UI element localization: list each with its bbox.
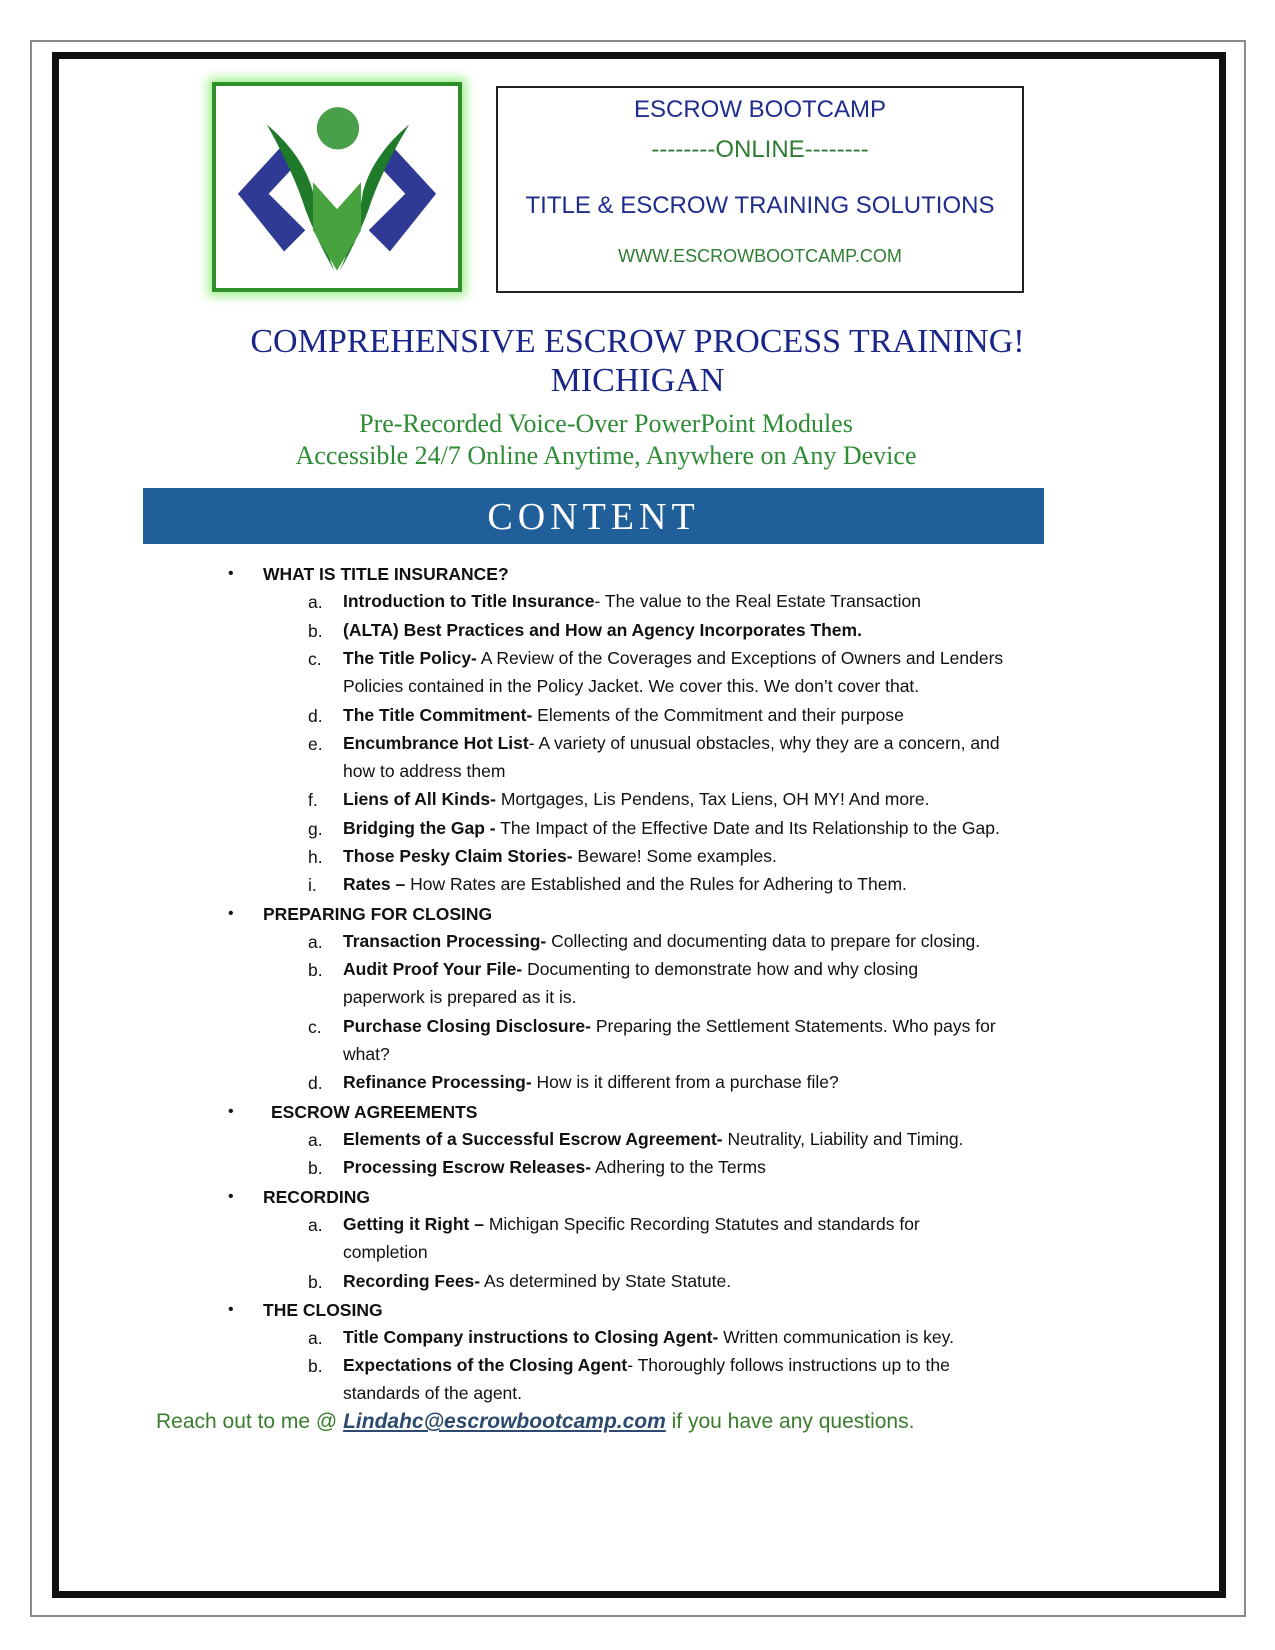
list-item <box>343 701 1063 729</box>
item-title: Bridging the Gap - <box>343 817 496 838</box>
item-description: Collecting and documenting data to prepare for closing. <box>546 930 981 951</box>
item-description: Policies contained in the Policy Jacket. We cover this. We don’t cover that. <box>343 675 920 696</box>
item-title: The Title Commitment- <box>343 704 533 725</box>
list-item <box>343 842 1063 870</box>
subtitle-line-1: Pre-Recorded Voice-Over PowerPoint Modules <box>359 409 853 438</box>
header-info-box <box>496 86 1024 293</box>
item-title: Those Pesky Claim Stories- <box>343 846 573 866</box>
item-description: standards of the agent. <box>343 1383 523 1404</box>
contact-footer <box>156 1410 914 1434</box>
item-letter: a. <box>308 1328 323 1349</box>
item-letter: a. <box>308 1130 323 1150</box>
item-letter: d. <box>308 705 323 726</box>
page-title-state: MICHIGAN <box>550 362 725 399</box>
item-description: As determined by State Statute. <box>480 1270 732 1291</box>
item-title: Refinance Processing- <box>343 1072 532 1093</box>
item-description: The Impact of the Effective Date and Its Relationship to the Gap. <box>495 817 1000 838</box>
item-description: - A variety of unusual obstacles, why they are a concern, and <box>528 732 1000 753</box>
item-description: How Rates are Established and the Rules for Adhering to Them. <box>405 874 907 895</box>
item-title: Rates – <box>343 874 406 895</box>
item-letter: h. <box>308 847 323 867</box>
list-item <box>343 1351 1063 1407</box>
item-title: Encumbrance Hot List <box>343 732 529 753</box>
item-description: A Review of the Coverages and Exceptions of Owners and Lenders <box>476 647 1004 668</box>
item-title: Elements of a Successful Escrow Agreement- <box>343 1129 723 1149</box>
item-description: completion <box>343 1241 428 1262</box>
bullet-icon: • <box>228 1187 234 1205</box>
item-title: Audit Proof Your File- <box>343 959 523 980</box>
item-title: The Title Policy- <box>343 647 477 668</box>
item-title: (ALTA) Best Practices and How an Agency Incorporates Them. <box>343 619 862 640</box>
item-description: Documenting to demonstrate how and why closing <box>522 959 919 980</box>
email-link[interactable]: Lindahc@escrowbootcamp.com <box>343 1410 666 1433</box>
item-description: Michigan Specific Recording Statutes and standards for <box>483 1213 920 1234</box>
page-title: COMPREHENSIVE ESCROW PROCESS TRAINING! <box>250 323 1025 360</box>
item-description: what? <box>343 1043 390 1064</box>
logo-figure-icon <box>216 86 458 288</box>
list-item <box>343 644 1063 700</box>
section-heading: RECORDING <box>263 1186 370 1207</box>
list-item <box>343 927 1063 955</box>
header-tagline: TITLE & ESCROW TRAINING SOLUTIONS <box>525 192 995 219</box>
item-title: Expectations of the Closing Agent <box>343 1355 628 1376</box>
bullet-icon: • <box>228 1300 234 1318</box>
list-item <box>343 1125 1063 1153</box>
subtitle-line-2: Accessible 24/7 Online Anytime, Anywhere on Any Device <box>295 441 917 470</box>
list-item <box>343 870 1063 898</box>
footer-suffix: if you have any questions. <box>665 1410 915 1433</box>
list-item <box>343 1267 1063 1295</box>
item-description: paperwork is prepared as it is. <box>343 987 577 1008</box>
content-heading-bar: CONTENT <box>143 488 1044 544</box>
item-letter: b. <box>308 1158 323 1179</box>
list-item <box>343 1323 1063 1351</box>
item-description: Preparing the Settlement Statements. Who pays for <box>591 1015 996 1036</box>
item-description: Neutrality, Liability and Timing. <box>722 1129 964 1149</box>
bullet-icon: • <box>228 565 234 582</box>
item-title: Purchase Closing Disclosure- <box>343 1015 591 1036</box>
item-description: - The value to the Real Estate Transaction <box>594 591 922 612</box>
list-item <box>343 1153 1063 1181</box>
list-item <box>343 1068 1063 1096</box>
list-item <box>343 616 1063 644</box>
item-letter: a. <box>308 592 323 613</box>
item-letter: b. <box>308 960 323 981</box>
item-letter: e. <box>308 733 323 754</box>
section-heading: ESCROW AGREEMENTS <box>271 1101 478 1122</box>
item-description: Written communication is key. <box>718 1327 954 1348</box>
list-item <box>343 955 1063 1011</box>
item-letter: a. <box>308 931 323 952</box>
item-letter: c. <box>308 1016 322 1037</box>
list-item <box>343 785 1063 813</box>
section-heading: WHAT IS TITLE INSURANCE? <box>263 564 509 584</box>
list-item <box>343 729 1063 785</box>
item-letter: a. <box>308 1214 323 1235</box>
header-online: --------ONLINE-------- <box>651 136 869 163</box>
item-letter: d. <box>308 1073 323 1094</box>
section-heading: PREPARING FOR CLOSING <box>263 903 493 924</box>
list-item <box>343 1012 1063 1068</box>
item-title: Liens of All Kinds- <box>343 789 496 810</box>
list-item <box>343 587 1063 615</box>
item-description: Elements of the Commitment and their purpose <box>532 704 904 725</box>
item-description: Beware! Some examples. <box>572 846 777 866</box>
item-letter: i. <box>308 875 317 896</box>
item-letter: f. <box>308 790 318 811</box>
item-description: Mortgages, Lis Pendens, Tax Liens, OH MY! And more. <box>495 789 930 810</box>
item-description: How is it different from a purchase file? <box>531 1072 839 1093</box>
item-letter: b. <box>308 1271 323 1292</box>
section-heading: THE CLOSING <box>263 1299 383 1320</box>
item-letter: c. <box>308 648 322 669</box>
list-item <box>343 1210 1063 1266</box>
item-title: Transaction Processing- <box>343 930 547 951</box>
item-title: Processing Escrow Releases- <box>343 1157 592 1178</box>
item-title: Introduction to Title Insurance <box>343 591 595 612</box>
footer-prefix: Reach out to me @ <box>156 1410 344 1433</box>
item-title: Title Company instructions to Closing Agent- <box>343 1327 719 1348</box>
bullet-icon: • <box>228 904 234 922</box>
item-description: - Thoroughly follows instructions up to the <box>627 1355 950 1376</box>
item-letter: b. <box>308 620 323 641</box>
logo <box>212 82 462 292</box>
list-item <box>343 814 1063 842</box>
header-website-link[interactable]: WWW.ESCROWBOOTCAMP.COM <box>618 246 902 266</box>
item-letter: g. <box>308 818 323 839</box>
item-description: Adhering to the Terms <box>591 1157 766 1178</box>
item-letter: b. <box>308 1356 323 1377</box>
item-title: Getting it Right – <box>343 1213 484 1234</box>
bullet-icon: • <box>228 1102 234 1120</box>
header-brand: ESCROW BOOTCAMP <box>633 96 886 123</box>
item-title: Recording Fees- <box>343 1270 481 1291</box>
item-description: how to address them <box>343 760 506 781</box>
